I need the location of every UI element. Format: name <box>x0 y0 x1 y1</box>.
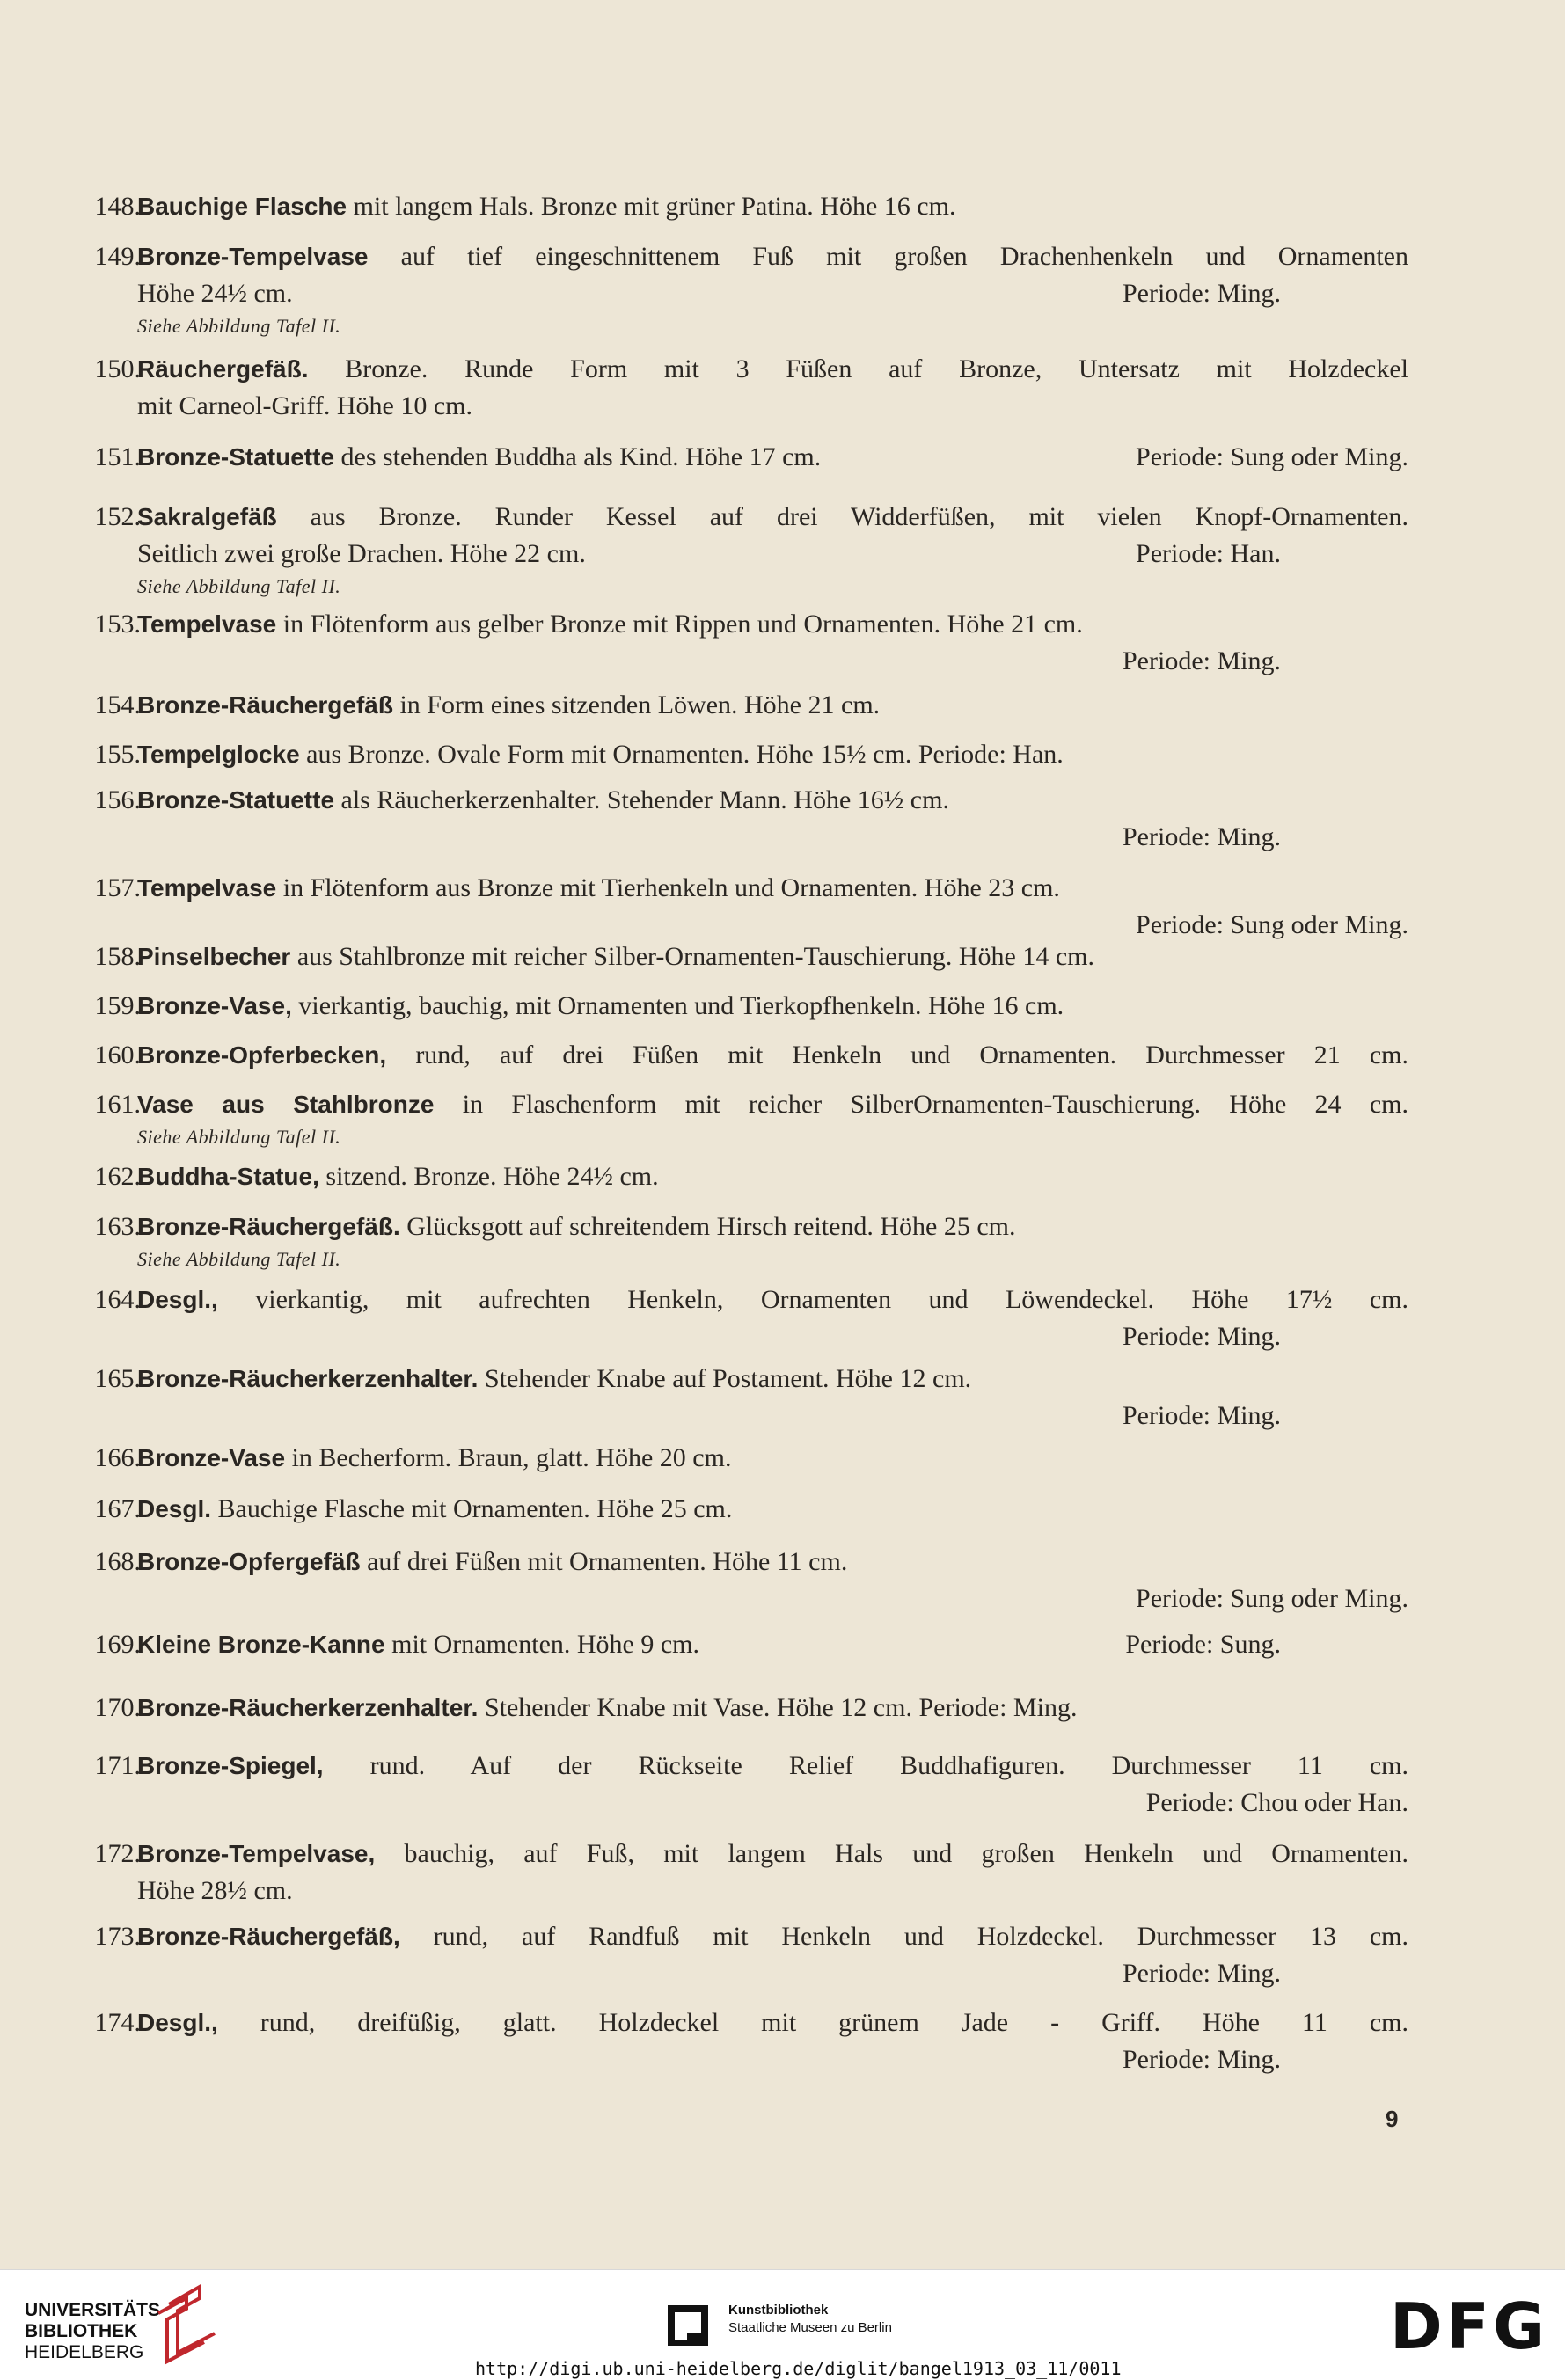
entry-description: in Becherform. Braun, glatt. Höhe 20 cm. <box>285 1443 732 1472</box>
entry-line <box>137 1492 1408 1529</box>
entry-number: 148. <box>94 192 141 221</box>
entry-title: Bronze-Vase, <box>137 992 292 1019</box>
page-number: 9 <box>1386 2106 1399 2132</box>
entry-title: Bronze-Statuette <box>137 786 335 814</box>
entry-period: Periode: Sung oder Ming. <box>1136 442 1408 471</box>
entry-number: 152. <box>94 502 141 531</box>
entry-period: Periode: Chou oder Han. <box>1145 1788 1408 1817</box>
entry-text <box>137 607 1408 681</box>
entry-line <box>137 1873 1408 1910</box>
entry-text <box>137 1919 1408 1993</box>
entry-description: mit Carneol-Griff. Höhe 10 cm. <box>137 391 473 420</box>
entry-title: Vase aus Stahlbronze <box>137 1091 435 1118</box>
entry-description: in Form eines sitzenden Löwen. Höhe 21 cm. <box>392 690 881 719</box>
entry-text <box>137 1748 1408 1822</box>
ub-line-2: BIBLIOTHEK <box>25 2321 138 2341</box>
figure-reference: Siehe Abbildung Tafel II. <box>137 315 341 337</box>
entry-description: vierkantig, mit aufrechten Henkeln, Ornamenten und Löwendeckel. Höhe 17½ cm. <box>217 1285 1408 1314</box>
entry-line <box>137 1087 1408 1124</box>
entry-number: 163. <box>94 1212 141 1241</box>
entry-title: Tempelvase <box>137 874 277 902</box>
entry-description: vierkantig, bauchig, mit Ornamenten und Tierkopfhenkeln. Höhe 16 cm. <box>291 991 1064 1020</box>
entry-title: Tempelglocke <box>137 741 300 768</box>
permalink-url[interactable]: http://digi.ub.uni-heidelberg.de/diglit/bangel1913_03_11/0011 <box>475 2358 1122 2379</box>
dfg-logo: DFG <box>1390 2289 1549 2363</box>
entry-number: 160. <box>94 1040 141 1070</box>
entry-line <box>137 2005 1408 2042</box>
entry-description: Stehender Knabe mit Vase. Höhe 12 cm. Periode: Ming. <box>478 1693 1078 1722</box>
entry-text <box>137 989 1408 1026</box>
entry-description: rund. Auf der Rückseite Relief Buddhafiguren. Durchmesser 11 cm. <box>323 1751 1408 1780</box>
entry-number: 150. <box>94 354 141 383</box>
entry-text <box>137 783 1408 857</box>
digitization-footer <box>0 2269 1565 2380</box>
entry-description: Höhe 28½ cm. <box>137 1876 293 1905</box>
entry-line <box>137 1362 1408 1398</box>
entry-description: rund, auf Randfuß mit Henkeln und Holzdeckel. Durchmesser 13 cm. <box>399 1922 1408 1951</box>
entry-number: 166. <box>94 1443 141 1472</box>
entry-period: Periode: Sung oder Ming. <box>1136 910 1408 939</box>
entry-title: Bronze-Vase <box>137 1444 286 1471</box>
entry-title: Buddha-Statue, <box>137 1163 319 1190</box>
entry-description: aus Bronze. Runder Kessel auf drei Widderfüßen, mit vielen Knopf-Ornamenten. <box>276 502 1408 531</box>
entry-line <box>137 1038 1408 1075</box>
entry-number: 159. <box>94 991 141 1020</box>
entry-title: Bronze-Räuchergefäß. <box>137 1213 400 1240</box>
entry-period: Periode: Ming. <box>1123 1959 1281 1988</box>
entry-description: in Flaschenform mit reicher SilberOrnamenten-Tauschierung. Höhe 24 cm. <box>434 1090 1408 1119</box>
entry-line <box>137 1836 1408 1873</box>
entry-period: Periode: Ming. <box>1123 646 1281 675</box>
entry-text <box>137 1690 1408 1727</box>
entry-description: Glücksgott auf schreitendem Hirsch reitend. Höhe 25 cm. <box>399 1212 1016 1241</box>
entry-title: Desgl., <box>137 1286 218 1313</box>
figure-reference: Siehe Abbildung Tafel II. <box>137 1126 341 1148</box>
entry-title: Desgl., <box>137 2009 218 2036</box>
figure-reference: Siehe Abbildung Tafel II. <box>137 575 341 597</box>
entry-number: 168. <box>94 1547 141 1576</box>
entry-line <box>137 737 1408 774</box>
entry-text <box>137 239 1408 339</box>
entry-line <box>137 440 1408 477</box>
entry-description: sitzend. Bronze. Höhe 24½ cm. <box>318 1162 659 1191</box>
entry-text <box>137 1627 1408 1664</box>
entry-number: 161. <box>94 1090 141 1119</box>
entry-description: auf drei Füßen mit Ornamenten. Höhe 11 cm. <box>360 1547 848 1576</box>
ub-line-1: UNIVERSITÄTS- <box>25 2300 167 2320</box>
entry-description: rund, auf drei Füßen mit Henkeln und Ornamenten. Durchmesser 21 cm. <box>386 1040 1408 1070</box>
figure-reference: Siehe Abbildung Tafel II. <box>137 1248 341 1270</box>
entry-text <box>137 1282 1408 1356</box>
entry-description: Höhe 24½ cm. <box>137 279 293 308</box>
entry-text <box>137 352 1408 426</box>
entry-number: 169. <box>94 1630 141 1659</box>
entry-text <box>137 1362 1408 1435</box>
entry-line <box>137 989 1408 1026</box>
entry-title: Bronze-Räuchergefäß, <box>137 1923 400 1950</box>
entry-number: 154. <box>94 690 141 719</box>
entry-title: Sakralgefäß <box>137 503 277 530</box>
entry-line <box>137 352 1408 389</box>
entry-line <box>137 500 1408 537</box>
entry-number: 174. <box>94 2008 141 2037</box>
entry-number: 164. <box>94 1285 141 1314</box>
entry-title: Räuchergefäß. <box>137 355 309 383</box>
entry-description: Seitlich zwei große Drachen. Höhe 22 cm. <box>137 539 586 568</box>
entry-period: Periode: Han. <box>1136 539 1281 568</box>
entry-line <box>137 939 1408 976</box>
entry-line <box>137 783 1408 820</box>
entry-line <box>137 1919 1408 1956</box>
entry-title: Bronze-Räucherkerzenhalter. <box>137 1694 479 1721</box>
entry-line <box>137 871 1408 908</box>
entry-title: Bronze-Spiegel, <box>137 1752 324 1779</box>
entry-text <box>137 1087 1408 1150</box>
entry-text <box>137 737 1408 774</box>
entry-text <box>137 1209 1408 1273</box>
entry-period: Periode: Sung oder Ming. <box>1136 1584 1408 1613</box>
entry-text <box>137 1836 1408 1910</box>
kb-subtitle: Staatliche Museen zu Berlin <box>728 2320 892 2335</box>
entry-description: als Räucherkerzenhalter. Stehender Mann. Höhe 16½ cm. <box>334 785 949 814</box>
entry-title: Pinselbecher <box>137 943 291 970</box>
entry-title: Bronze-Tempelvase <box>137 243 369 270</box>
entry-period: Periode: Sung. <box>1125 1630 1281 1659</box>
entry-text <box>137 1492 1408 1529</box>
entry-description: mit langem Hals. Bronze mit grüner Patina. Höhe 16 cm. <box>347 192 956 221</box>
entry-title: Tempelvase <box>137 610 277 638</box>
entry-period: Periode: Ming. <box>1123 1322 1281 1351</box>
ub-line-3: HEIDELBERG <box>25 2342 144 2362</box>
entry-title: Bronze-Räucherkerzenhalter. <box>137 1365 479 1392</box>
entry-period: Periode: Ming. <box>1123 1401 1281 1430</box>
entry-description: bauchig, auf Fuß, mit langem Hals und großen Henkeln und Ornamenten. <box>375 1839 1408 1868</box>
entry-line <box>137 1748 1408 1785</box>
entry-line <box>137 607 1408 644</box>
kb-title: Kunstbibliothek <box>728 2303 829 2318</box>
kunstbibliothek-text <box>728 2302 892 2337</box>
entry-number: 151. <box>94 442 141 471</box>
entry-description: rund, dreifüßig, glatt. Holzdeckel mit grünem Jade - Griff. Höhe 11 cm. <box>217 2008 1408 2037</box>
entry-line <box>137 1441 1408 1478</box>
entry-description: in Flötenform aus Bronze mit Tierhenkeln und Ornamenten. Höhe 23 cm. <box>276 873 1060 902</box>
entry-description: des stehenden Buddha als Kind. Höhe 17 cm. <box>334 442 822 471</box>
entry-text <box>137 440 1408 477</box>
entry-text <box>137 688 1408 725</box>
entry-period: Periode: Ming. <box>1123 279 1281 308</box>
entry-description: aus Bronze. Ovale Form mit Ornamenten. Höhe 15½ cm. Periode: Han. <box>299 740 1064 769</box>
entry-line <box>137 1690 1408 1727</box>
entry-line <box>137 239 1408 276</box>
entry-title: Bronze-Tempelvase, <box>137 1840 376 1867</box>
entry-line <box>137 1159 1408 1196</box>
entry-line <box>137 389 1408 426</box>
entry-number: 173. <box>94 1922 141 1951</box>
entry-text <box>137 1038 1408 1075</box>
entry-line <box>137 189 1408 226</box>
entry-line <box>137 276 1408 313</box>
entry-line <box>137 1282 1408 1319</box>
entry-description: mit Ornamenten. Höhe 9 cm. <box>384 1630 700 1659</box>
entry-description: Stehender Knabe auf Postament. Höhe 12 cm. <box>478 1364 972 1393</box>
entry-description: in Flötenform aus gelber Bronze mit Rippen und Ornamenten. Höhe 21 cm. <box>276 610 1083 639</box>
entry-text <box>137 500 1408 600</box>
entry-period: Periode: Ming. <box>1123 822 1281 851</box>
entry-description: auf tief eingeschnittenem Fuß mit großen Drachenhenkeln und Ornamenten <box>368 242 1408 271</box>
entry-text <box>137 1544 1408 1618</box>
entry-title: Kleine Bronze-Kanne <box>137 1631 385 1658</box>
entry-number: 170. <box>94 1693 141 1722</box>
ub-heidelberg-wordmark[interactable] <box>25 2300 166 2363</box>
entry-number: 162. <box>94 1162 141 1191</box>
entry-title: Desgl. <box>137 1495 212 1522</box>
entry-description: aus Stahlbronze mit reicher Silber-Ornamenten-Tauschierung. Höhe 14 cm. <box>290 942 1094 971</box>
entry-text <box>137 189 1408 226</box>
entry-number: 149. <box>94 242 141 271</box>
entry-line <box>137 688 1408 725</box>
entry-line <box>137 1627 1408 1664</box>
entry-title: Bronze-Statuette <box>137 443 335 471</box>
entry-description: Bronze. Runde Form mit 3 Füßen auf Bronze, Untersatz mit Holzdeckel <box>308 354 1408 383</box>
entry-title: Bronze-Opfergefäß <box>137 1548 361 1575</box>
entry-number: 172. <box>94 1839 141 1868</box>
entry-number: 155. <box>94 740 141 769</box>
entry-number: 153. <box>94 610 141 639</box>
entry-period: Periode: Ming. <box>1123 2045 1281 2074</box>
entry-text <box>137 939 1408 976</box>
entry-line <box>137 1209 1408 1246</box>
entry-line <box>137 537 1408 573</box>
entry-number: 157. <box>94 873 141 902</box>
entry-text <box>137 1159 1408 1196</box>
entry-text <box>137 871 1408 945</box>
entry-number: 156. <box>94 785 141 814</box>
entry-title: Bronze-Opferbecken, <box>137 1041 387 1069</box>
ub-heidelberg-logo-icon <box>151 2282 222 2366</box>
entry-number: 158. <box>94 942 141 971</box>
entry-number: 171. <box>94 1751 141 1780</box>
entry-line <box>137 1544 1408 1581</box>
kunstbibliothek-logo-icon <box>666 2303 710 2347</box>
entry-text <box>137 1441 1408 1478</box>
entry-description: Bauchige Flasche mit Ornamenten. Höhe 25 cm. <box>211 1494 733 1523</box>
entry-number: 165. <box>94 1364 141 1393</box>
entry-title: Bronze-Räuchergefäß <box>137 691 393 719</box>
entry-title: Bauchige Flasche <box>137 193 347 220</box>
entry-text <box>137 2005 1408 2079</box>
entry-number: 167. <box>94 1494 141 1523</box>
